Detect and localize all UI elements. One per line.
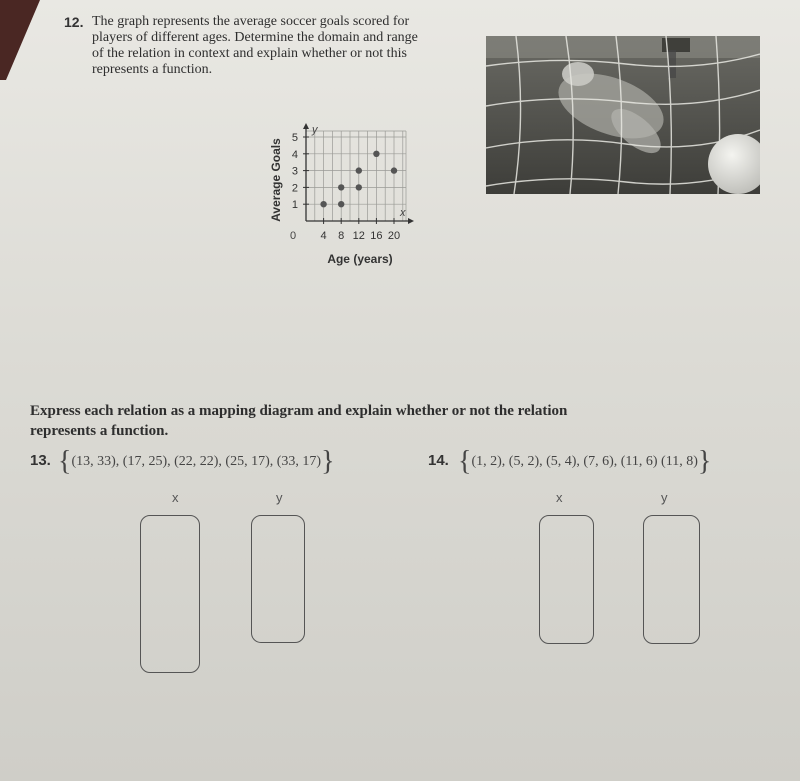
x-tick-label: 8	[338, 230, 345, 242]
data-point	[391, 167, 397, 173]
y-tick-label: 5	[291, 132, 298, 144]
data-point	[320, 201, 326, 207]
x-axis-label: Age (years)	[327, 252, 393, 266]
q13-x-label: x	[172, 490, 179, 505]
q14-open-brace: {	[458, 446, 472, 477]
section-line-1: Express each relation as a mapping diagram and explain whether or not the relation	[30, 403, 568, 419]
q13-relation	[58, 446, 335, 478]
q13-number: 13.	[30, 452, 51, 469]
x-tick-label: 20	[387, 230, 401, 242]
q14-relation-pairs: (1, 2), (5, 2), (5, 4), (7, 6), (11, 6) (11, 8)	[471, 454, 698, 469]
x-tick-label: 4	[320, 230, 327, 242]
x-tick-label: 16	[370, 230, 383, 242]
q14-x-mapping-box[interactable]	[539, 515, 594, 644]
chart-ticks	[292, 132, 400, 242]
x-axis-arrow	[408, 218, 414, 224]
data-point	[338, 201, 344, 207]
section-heading	[30, 401, 670, 441]
data-point	[373, 151, 379, 157]
soccer-photo	[486, 36, 760, 194]
y-axis-name: y	[312, 124, 318, 136]
q14-relation	[458, 446, 711, 478]
q12-line-1: The graph represents the average soccer goals scored for	[92, 14, 410, 29]
origin-label: 0	[290, 230, 297, 242]
data-point	[356, 167, 362, 173]
q12-number: 12.	[64, 14, 84, 30]
q13-y-mapping-box[interactable]	[251, 515, 305, 643]
q14-number: 14.	[428, 452, 449, 469]
page-corner-shadow	[0, 0, 40, 80]
q13-relation-pairs: (13, 33), (17, 25), (22, 22), (25, 17), (33, 17)	[71, 454, 322, 469]
q13-close-brace: }	[321, 446, 335, 477]
y-axis-arrow	[303, 123, 309, 129]
chart-grid	[306, 131, 406, 221]
y-tick-label: 1	[291, 199, 298, 212]
q12-line-2: players of different ages. Determine the domain and range	[92, 30, 418, 45]
y-tick-label: 2	[291, 182, 298, 195]
q13-open-brace: {	[58, 446, 72, 477]
y-tick-label: 4	[291, 148, 298, 161]
scatter-chart	[262, 118, 422, 268]
x-axis-name: x	[400, 207, 406, 219]
q14-y-mapping-box[interactable]	[643, 515, 700, 644]
data-point	[356, 184, 362, 190]
q13-y-label: y	[276, 490, 283, 505]
q13-x-mapping-box[interactable]	[140, 515, 200, 673]
section-line-2: represents a function.	[30, 423, 169, 439]
q14-x-label: x	[556, 490, 563, 505]
data-point	[338, 184, 344, 190]
q12-line-3: of the relation in context and explain whether or not this	[92, 46, 407, 61]
q12-prompt	[92, 14, 462, 78]
q12-line-4: represents a function.	[92, 62, 213, 77]
q14-close-brace: }	[697, 446, 712, 477]
y-tick-label: 3	[291, 165, 298, 178]
x-tick-label: 12	[352, 230, 365, 242]
y-axis-label: Average Goals	[269, 138, 283, 222]
q14-y-label: y	[661, 490, 668, 505]
